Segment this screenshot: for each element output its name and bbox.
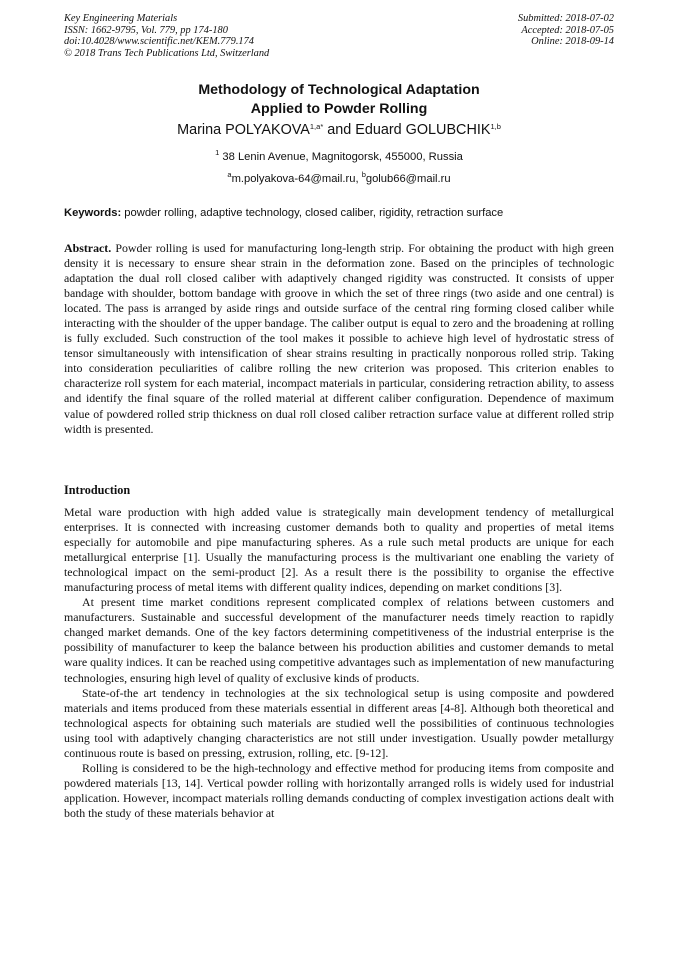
dates-header — [518, 13, 614, 48]
email-a-marker: a — [227, 170, 232, 179]
title-line-1: Methodology of Technological Adaptation — [198, 82, 480, 98]
author-1: Marina POLYAKOVA — [177, 122, 310, 138]
copyright-line: © 2018 Trans Tech Publications Ltd, Switzerland — [64, 47, 270, 59]
introduction-heading: Introduction — [64, 483, 131, 497]
journal-header — [64, 13, 269, 59]
intro-paragraph-1: Metal ware production with high added value is strategically main development tendency of metallurgical enterprises. It is connected with increasing customer demands both to quality and properties of metal items especially for automobile and pipe manufacturing spheres. As a rule such metal products are unique for each metallurgical enterprise [1]. Usually the manufacturing process is the multivariant one enabling the variety of technological impact on the semi-product [2]. As a result there is the possibility to organise the effective manufacturing process of metal items with different quality indices, depending on market conditions [3]. — [64, 505, 614, 595]
keywords — [64, 206, 624, 220]
keywords-label: Keywords: — [64, 207, 122, 219]
affiliation-text: 38 Lenin Avenue, Magnitogorsk, 455000, Russia — [219, 151, 463, 163]
author-2: Eduard GOLUBCHIK — [355, 122, 491, 138]
introduction-body — [64, 505, 614, 821]
intro-paragraph-3: State-of-the art tendency in technologies at the six technological setup is using composite and powdered materials and items produced from these materials essential in different areas [4-8]. Although both theoretical and technological aspects for obtaining such materials are studied well the possibilities of continuous technologies using tool with adaptively changing characteristics are not still under investigation. Usually powder metallurgy continuous route is based on pressing, extrusion, rolling, etc. [9-12]. — [64, 685, 614, 760]
issn-line: ISSN: 1662-9795, Vol. 779, pp 174-180 — [64, 24, 228, 36]
email-b[interactable]: golub66@mail.ru — [365, 173, 451, 185]
author-1-affil: 1,a* — [309, 122, 324, 131]
paper-title — [0, 81, 678, 119]
email-b-marker: b — [361, 170, 366, 179]
abstract-text: Powder rolling is used for manufacturing long-length strip. For obtaining the product with high green density it is necessary to ensure shear strain in the deformation zone. Based on the principles of technologic adaptation the dual roll closed caliber with adaptively changed rigidity was constructed. It consists of upper bandage with shoulder, bottom bandage with groove in which the set of three rings (two aside and one central) is located. The pass is arranged by aside rings and outside surface of the central ring forming closed caliber while interacting with the shoulder of the upper bandage. The caliber output is equal to zero and the broadening at rolling is fully excluded. Such construction of the tool makes it possible to achieve high level of hydrostatic stress of tensor simultaneously with intensification of shear strains resulting in practically nonporous rolled strip. Taking into consideration peculiarities of calibre rolling the new criterion was proposed. This criterion enables to characterize roll system for each material, incompact materials in particular, considering retraction ability, to assess and identify the final square of the rolled material at different caliber configuration. Dependence of maximum value of powdered rolled strip thickness on dual roll closed caliber retraction surface value at different rolled strip width is presented. — [64, 241, 614, 436]
journal-name: Key Engineering Materials — [64, 13, 178, 24]
affiliation-marker: 1 — [215, 148, 220, 157]
authors-line — [0, 121, 678, 140]
intro-paragraph-2: At present time market conditions represent complicated complex of relations between customers and manufacturers. Sustainable and successful development of the manufacturer needs timely reaction to rapidly changed market demands. One of the key factors determining competitiveness of the industrial enterprise is the possibility of manufacturer to keep the balance between his production abilities and customer demands to metal ware quality indices. It can be reached using competitive advantages such as implementation of new manufacturing technologies, ensuring high level of quality of exclusive kinds of products. — [64, 595, 614, 685]
title-line-2: Applied to Powder Rolling — [250, 101, 428, 117]
keywords-text: powder rolling, adaptive technology, closed caliber, rigidity, retraction surface — [121, 207, 504, 219]
abstract — [64, 241, 614, 437]
affiliation — [0, 150, 678, 164]
abstract-label: Abstract. — [64, 241, 112, 255]
online-date: Online: 2018-09-14 — [531, 36, 614, 48]
author-2-affil: 1,b — [490, 122, 501, 131]
accepted-date: Accepted: 2018-07-05 — [521, 24, 614, 36]
author-connector: and — [323, 122, 356, 138]
intro-paragraph-4: Rolling is considered to be the high-technology and effective method for producing items from composite and powdered materials [13, 14]. Vertical powder rolling with horizontally arranged rolls is widely used for industrial application. However, incompact materials rolling demands conducting of complex investigation actions dealt with both the study of these materials behavior at — [64, 760, 614, 820]
doi-line[interactable]: doi:10.4028/www.scientific.net/KEM.779.174 — [64, 36, 254, 48]
email-a[interactable]: m.polyakova-64@mail.ru, — [231, 173, 362, 185]
author-emails — [0, 172, 678, 186]
submitted-date: Submitted: 2018-07-02 — [517, 13, 614, 24]
